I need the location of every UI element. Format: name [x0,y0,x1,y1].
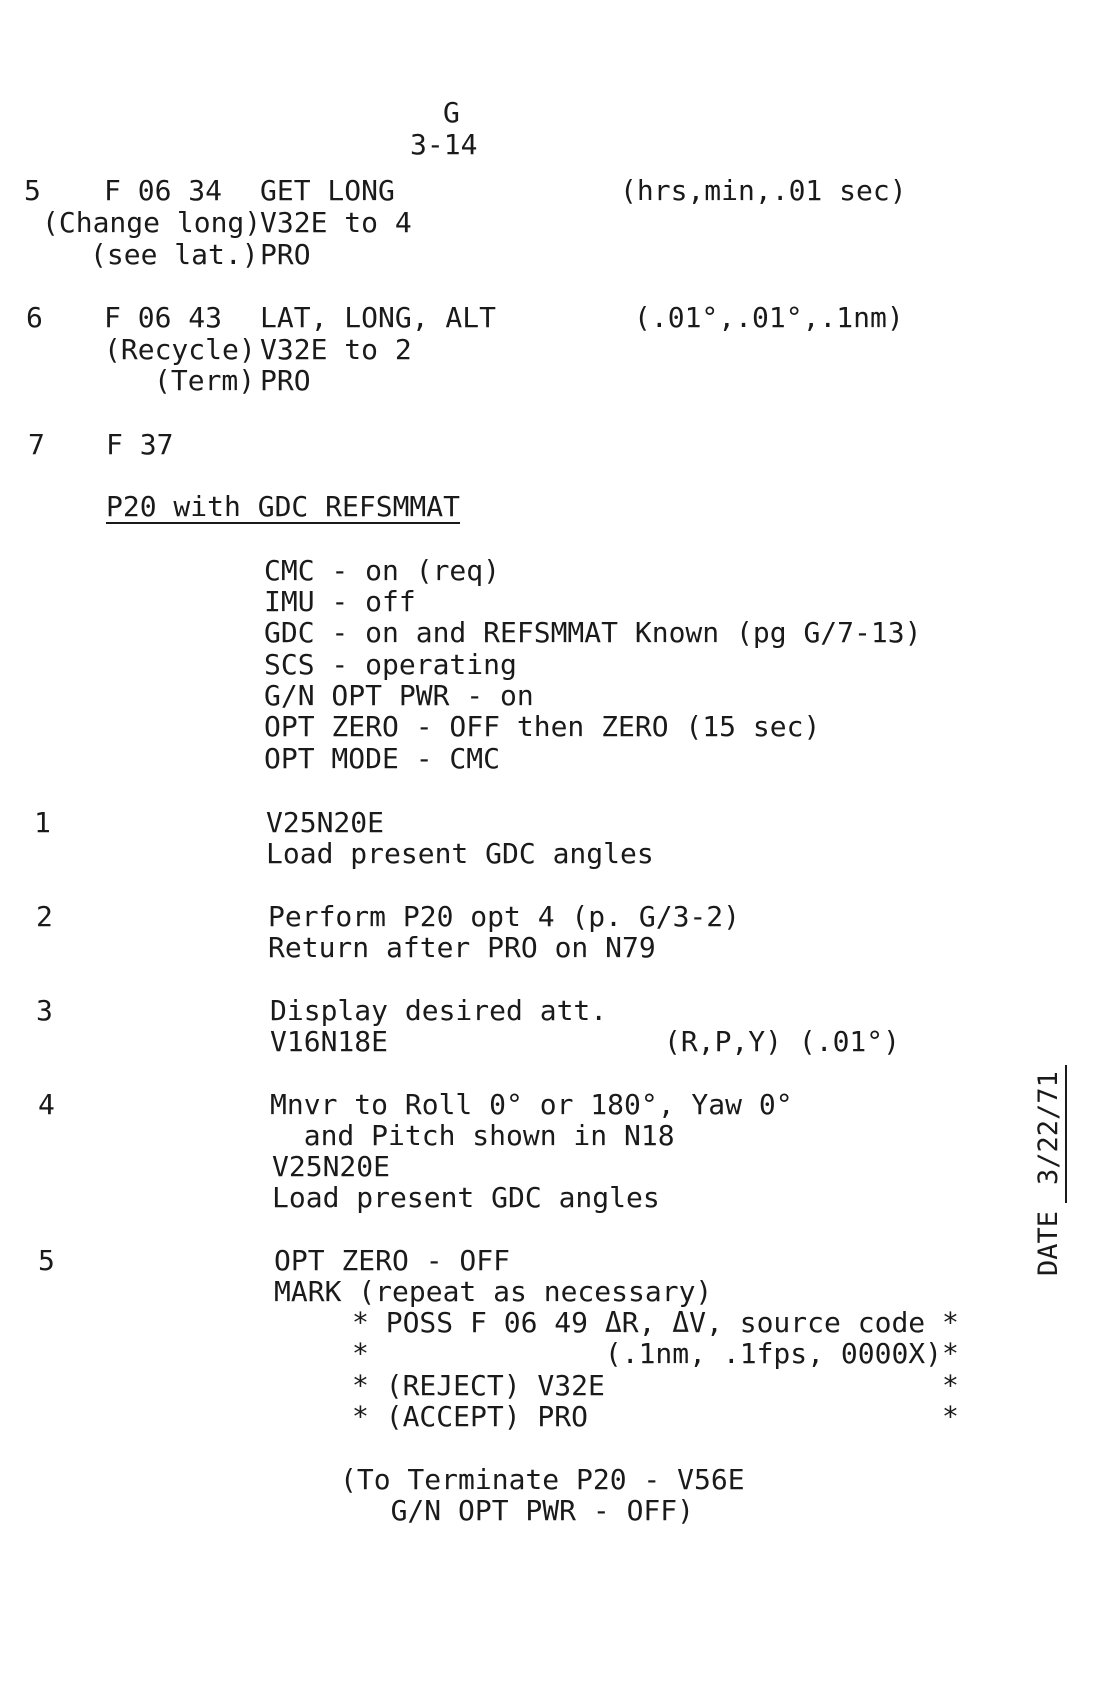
step-line: Load present GDC angles [266,837,654,870]
step-number: 7 [28,428,45,461]
prereq-line: SCS - operating [264,648,517,681]
step-cue-sub: (see lat.) [90,238,259,271]
step-line: PRO [260,364,311,397]
step-units: (hrs,min,.01 sec) [620,174,907,207]
step-line: Mnvr to Roll 0° or 180°, Yaw 0° [270,1088,793,1121]
starred-line: * (REJECT) V32E * [352,1369,959,1402]
step-cue: F 37 [106,428,174,461]
terminate-line: (To Terminate P20 - V56E [340,1463,745,1496]
prereq-line: OPT ZERO - OFF then ZERO (15 sec) [264,710,821,743]
step-line: and Pitch shown in N18 [270,1119,675,1152]
prereq-line: CMC - on (req) [264,554,501,587]
terminate-line: G/N OPT PWR - OFF) [340,1494,695,1527]
step-number: 5 [38,1244,55,1277]
step-line: MARK (repeat as necessary) [274,1275,713,1308]
section-title: P20 with GDC REFSMMAT [106,490,461,523]
date-sidebar [1032,1065,1067,1276]
step-line: Load present GDC angles [272,1181,660,1214]
step-line: V25N20E [272,1150,391,1183]
step-line: V32E to 4 [260,206,412,239]
step-line: OPT ZERO - OFF [274,1244,511,1277]
section-letter: G [443,96,460,129]
prereq-line: GDC - on and REFSMMAT Known (pg G/7-13) [264,616,922,649]
step-number: 6 [26,301,43,334]
step-cue: F 06 43 [104,301,223,334]
step-line: PRO [260,238,311,271]
prereq-line: G/N OPT PWR - on [264,679,534,712]
page-number: 3-14 [410,128,478,161]
step-line: GET LONG [260,174,395,207]
step-cue-sub: (Recycle) [104,333,256,366]
date-value: 3/22/71 [1032,1065,1067,1203]
step-number: 3 [36,994,53,1027]
step-number: 1 [34,806,51,839]
step-cue-sub: (Change long) [42,206,262,239]
step-line: V25N20E [266,806,385,839]
step-line: V32E to 2 [260,333,412,366]
prereq-line: IMU - off [264,585,416,618]
starred-line: * (.1nm, .1fps, 0000X)* [352,1337,959,1370]
step-number: 4 [38,1088,55,1121]
date-label: DATE [1033,1210,1064,1276]
step-number: 2 [36,900,53,933]
step-line: V16N18E [270,1025,389,1058]
step-line: LAT, LONG, ALT [260,301,497,334]
step-line: Perform P20 opt 4 (p. G/3-2) [268,900,741,933]
step-cue-sub: (Term) [154,364,256,397]
step-units: (R,P,Y) (.01°) [664,1025,901,1058]
starred-line: * (ACCEPT) PRO * [352,1400,959,1433]
step-line: Return after PRO on N79 [268,931,656,964]
prereq-line: OPT MODE - CMC [264,742,501,775]
step-number: 5 [24,174,41,207]
step-units: (.01°,.01°,.1nm) [634,301,904,334]
step-cue: F 06 34 [104,174,223,207]
starred-line: * POSS F 06 49 ΔR, ΔV, source code * [352,1306,959,1339]
step-line: Display desired att. [270,994,608,1027]
